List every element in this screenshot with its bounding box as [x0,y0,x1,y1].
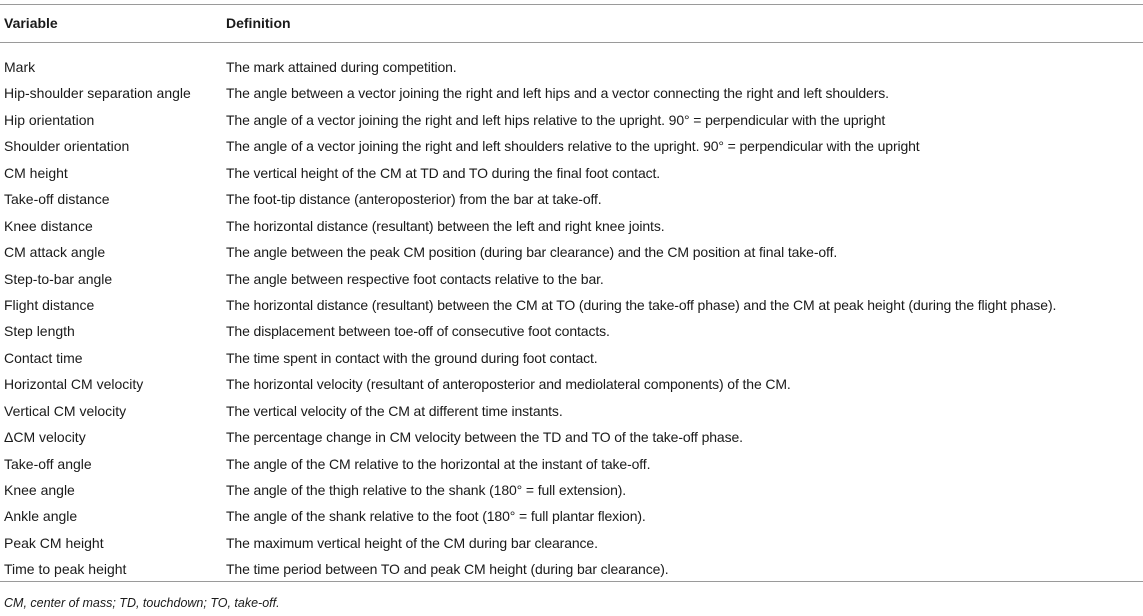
table-row [0,345,1143,371]
table-row [0,451,1143,477]
table-row [0,398,1143,424]
table-row [0,107,1143,133]
variable-cell: Mark [4,59,36,75]
table-row [0,530,1143,556]
variable-cell: Ankle angle [4,508,78,525]
variable-cell: Vertical CM velocity [4,402,127,419]
table-row [0,266,1143,292]
table-row [0,424,1143,450]
variable-cell: Step-to-bar angle [4,270,113,287]
table-row [0,477,1143,503]
variable-cell: CM attack angle [4,244,106,261]
definition-cell: The vertical height of the CM at TD and TO during the final foot contact. [226,164,661,181]
variable-cell: Peak CM height [4,534,104,551]
table-row [0,239,1143,265]
header-definition: Definition [226,15,291,31]
table-row [0,556,1143,582]
definition-cell: The displacement between toe-off of consecutive foot contacts. [226,323,610,340]
table-header-row [0,5,1143,42]
table-row [0,213,1143,239]
definition-cell: The time spent in contact with the ground during foot contact. [226,349,598,366]
definition-cell: The vertical velocity of the CM at different time instants. [226,402,563,419]
table-footnote: CM, center of mass; TD, touchdown; TO, take-off. [4,596,280,610]
table-row [0,292,1143,318]
definition-cell: The percentage change in CM velocity between the TD and TO of the take-off phase. [226,429,743,446]
variable-cell: Take-off angle [4,455,92,472]
table-header-rule [0,42,1143,43]
variable-cell: Knee angle [4,482,75,498]
definition-cell: The angle between respective foot contacts relative to the bar. [226,270,604,287]
definition-cell: The angle of the CM relative to the horizontal at the instant of take-off. [226,455,651,472]
definition-cell: The angle of the shank relative to the foot (180° = full plantar flexion). [226,508,646,525]
definition-cell: The angle between a vector joining the right and left hips and a vector connecting the right and left shoulders. [226,85,889,102]
variable-cell: Take-off distance [4,191,110,208]
definition-cell: The angle of the thigh relative to the shank (180° = full extension). [226,482,627,498]
variable-cell: Hip-shoulder separation angle [4,85,191,102]
definition-cell: The time period between TO and peak CM height (during bar clearance). [226,561,669,578]
definition-cell: The angle of a vector joining the right and left shoulders relative to the upright. 90° = perpendicular with the upright [226,138,920,155]
variable-cell: Knee distance [4,217,93,234]
definition-cell: The horizontal velocity (resultant of anteroposterior and mediolateral components) of the CM. [226,376,791,393]
variable-cell: Contact time [4,349,83,366]
variable-cell: Horizontal CM velocity [4,376,144,393]
table-row [0,133,1143,159]
variable-cell: Flight distance [4,296,95,313]
table-row [0,503,1143,529]
definition-cell: The maximum vertical height of the CM during bar clearance. [226,534,598,551]
definition-cell: The foot-tip distance (anteroposterior) from the bar at take-off. [226,191,602,208]
table-bottom-rule [0,581,1143,582]
definition-cell: The angle between the peak CM position (during bar clearance) and the CM position at final take-off. [226,244,838,261]
definition-cell: The horizontal distance (resultant) between the left and right knee joints. [226,217,665,234]
table-body [0,54,1143,583]
table-row [0,54,1143,80]
variable-cell: CM height [4,164,68,181]
definition-cell: The mark attained during competition. [226,59,457,75]
variable-cell: Time to peak height [4,561,127,578]
table-row [0,186,1143,212]
definition-cell: The angle of a vector joining the right and left hips relative to the upright. 90° = perpendicular with the upright [226,111,886,128]
definition-cell: The horizontal distance (resultant) between the CM at TO (during the take-off phase) and the CM at peak height (during the flight phase). [226,296,1057,313]
table-row [0,160,1143,186]
variable-cell: Hip orientation [4,111,95,128]
table-row [0,318,1143,344]
table-row [0,80,1143,106]
variable-cell: ΔCM velocity [4,429,86,446]
variable-cell: Shoulder orientation [4,138,130,155]
table-row [0,371,1143,397]
header-variable: Variable [4,15,58,31]
variable-cell: Step length [4,323,75,340]
